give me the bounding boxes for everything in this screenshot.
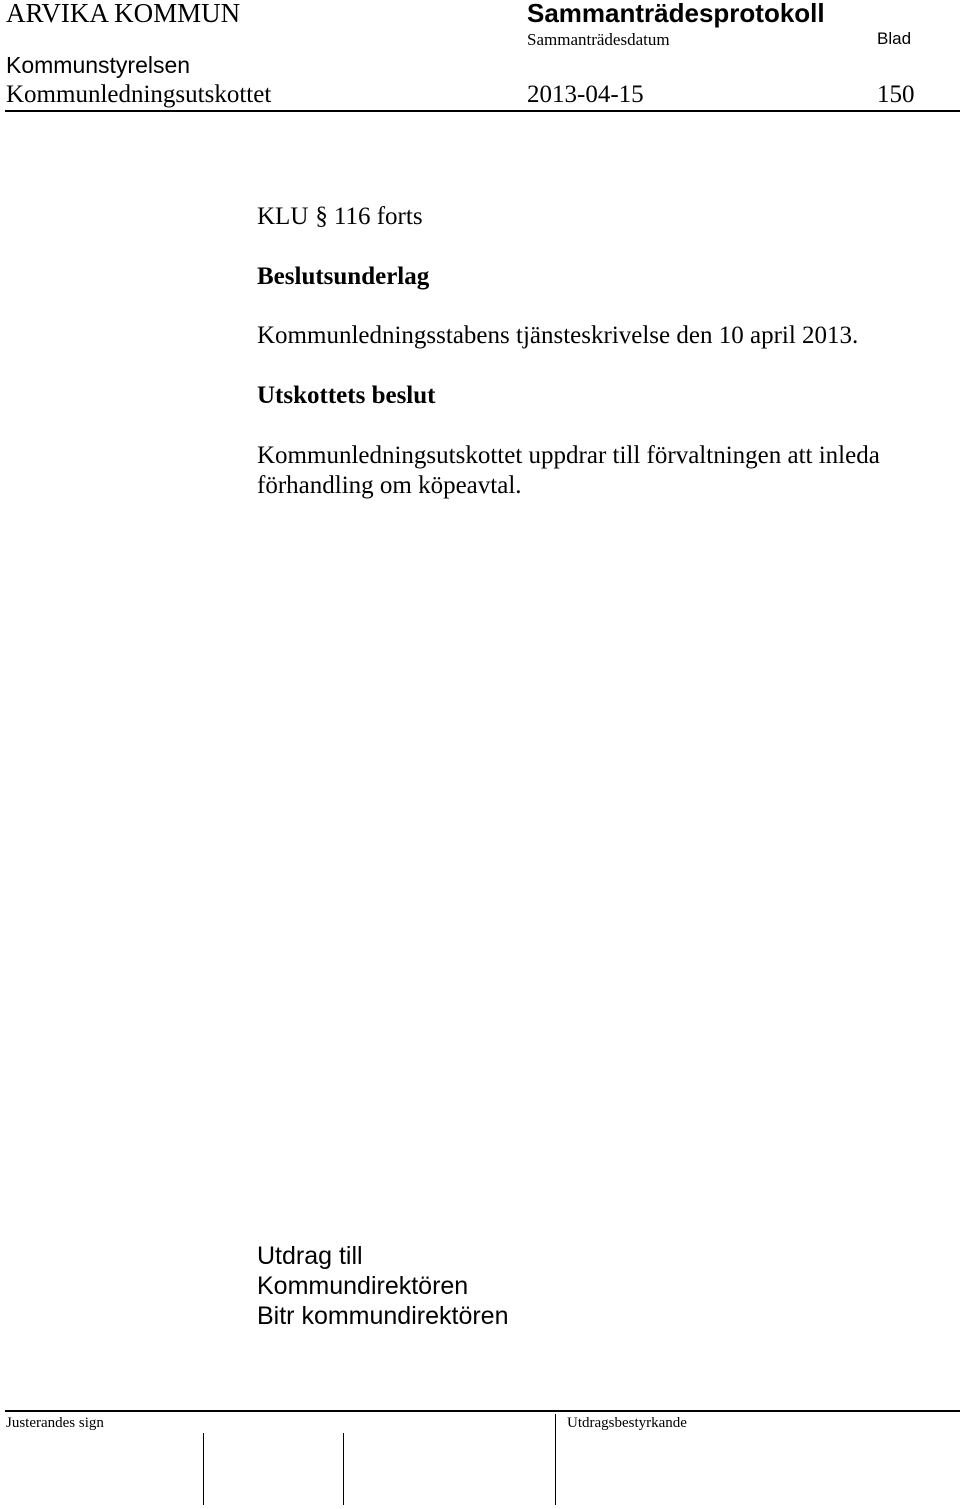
organization-name: ARVIKA KOMMUN <box>6 0 241 28</box>
certification-field-divider <box>555 1414 556 1505</box>
header-divider <box>5 110 960 112</box>
page-number: 150 <box>877 81 915 108</box>
decision-text: Kommunledningsutskottet uppdrar till förvaltningen att inleda förhandling om köpeavtal. <box>257 442 880 499</box>
signature-field-divider <box>203 1433 204 1505</box>
board-name: Kommunstyrelsen <box>6 52 191 78</box>
meeting-date-label: Sammanträdesdatum <box>527 30 670 49</box>
extract-heading: Utdrag till <box>257 1242 363 1270</box>
basis-heading: Beslutsunderlag <box>257 263 430 290</box>
extract-recipient-list <box>257 1271 508 1331</box>
document-type: Sammanträdesprotokoll <box>527 0 825 28</box>
section-prefix: KLU <box>257 203 309 230</box>
list-item: Bitr kommundirektören <box>257 1302 509 1330</box>
signature-label: Justerandes sign <box>6 1415 104 1431</box>
certification-label: Utdragsbestyrkande <box>567 1415 687 1431</box>
meeting-date: 2013-04-15 <box>527 81 644 108</box>
section-suffix: forts <box>376 203 423 230</box>
committee-name: Kommunledningsutskottet <box>6 81 272 108</box>
footer-divider <box>5 1410 960 1412</box>
signature-field-divider <box>343 1433 344 1505</box>
section-number: 116 <box>333 203 371 230</box>
section-reference <box>257 203 423 231</box>
section-symbol: § <box>315 203 328 230</box>
basis-text: Kommunledningsstabens tjänsteskrivelse den 10 april 2013. <box>257 322 859 349</box>
page-label: Blad <box>877 29 912 48</box>
decision-heading: Utskottets beslut <box>257 382 436 409</box>
list-item: Kommundirektören <box>257 1272 469 1300</box>
